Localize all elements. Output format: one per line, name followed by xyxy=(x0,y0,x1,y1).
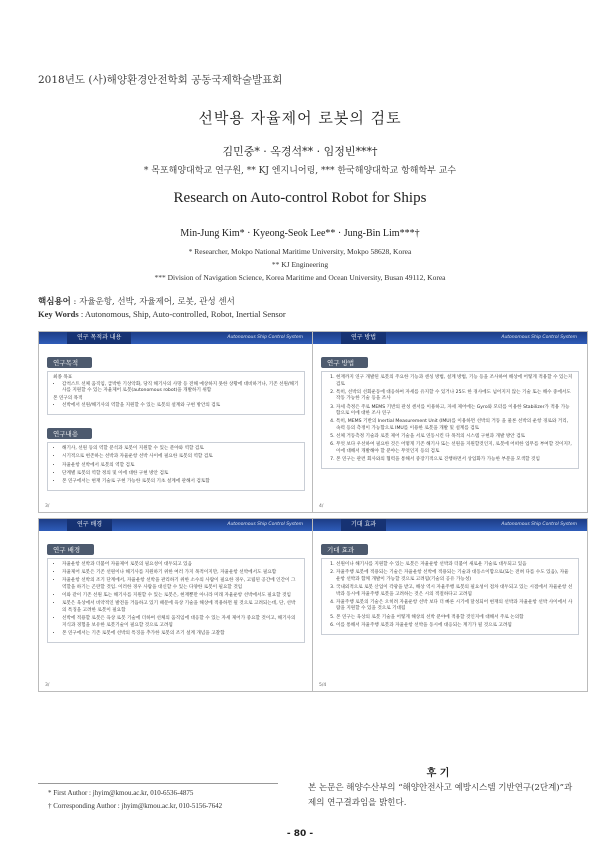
list-item: 최종 목표 xyxy=(53,375,73,380)
english-title: Research on Auto-control Robot for Ships xyxy=(173,190,427,206)
list-item: 7. 본 연구는 관련 회사와의 협력을 통해서 중장기적으로 진행하면서 상업화가 가능한 부분을 모색할 것임 xyxy=(336,457,573,464)
list-item: 4. 특히, MEMS 기반의 Inertial Measurement Unit (IMU)를 이용하면 선박의 거동 을 물론 선박의 운항 경로와 거리, 속력 등의 측정이 가능함으로 IMU를 이용한 로봇을 개발 및 설계를 검토 xyxy=(336,419,573,432)
section-heading: 연구 배경 xyxy=(47,544,94,555)
slide-research-background xyxy=(38,518,314,692)
list-item: 2. 자율주행 로봇에 적용되는 기술은 자율운항 선박에 적용되는 기술과 대동소이함으로(또는 전혀 다를 수도 있음), 자율운항 선박과 함께 개발이 가능할 것으로 고려됨(기술의 공유 가능성) xyxy=(336,570,573,583)
slide-subtitle: Autonomous Ship Control System xyxy=(501,522,577,527)
list-item: 3. 자세 측정은 주로 MEMS 기반의 관성 센서를 이용하고, 자세 제어에는 Gyro와 모터를 이용한 Stabilizer가 적용 가능함으로 이에 대한 조사 연구 xyxy=(336,405,573,418)
section-heading: 연구 방법 xyxy=(321,357,368,368)
list-item: • 단계별 로봇의 역할 정의 및 이에 대한 구현 방안 검토 xyxy=(62,471,299,478)
english-authors: Min-Jung Kim* · Kyeong-Seok Lee** · Jung-Bin Lim***† xyxy=(180,228,420,239)
slide-title-bar xyxy=(313,332,587,344)
list-item: • 해기사, 선원 등의 역할 분석과 로봇이 지원할 수 있는 분야와 역할 검토 xyxy=(62,446,299,453)
english-affiliation-3: *** Division of Navigation Science, Korea Maritime and Ocean University, Busan 49112, Korea xyxy=(154,273,446,282)
list-item: 3. 국내외적으로 로봇 산업이 각광을 받고, 해상 역시 자율주행 로봇의 필요성이 점차 대두되고 있는 시점에서 자율운항 선박과 동시에 자율주행 로봇을 고려하는 것은 시의 적절하다고 고려됨 xyxy=(336,585,573,598)
list-item: • 감척스트 선체 움직임, 급박한 기상악화, 당직 해기사의 사망 등 전해 예상하지 못한 상황에 대비하거나, 기존 선원/해기사를 지원할 수 있는 자율제어 로봇(autonomous robot)을 개발하기 위함 xyxy=(62,382,299,395)
slide-title-bar xyxy=(39,332,313,344)
footnote-corresponding-author: † Corresponding Author : jhyim@kmou.ac.kr, 010-5156-7642 xyxy=(48,802,223,810)
list-item: 2. 특히, 선박의 선회운동에 대응하여 자세를 유지할 수 있거나 25도 한 경사에도 넘어지지 않는 기술 또는 해수 중에서도 작동 가능한 기술 등을 조사 xyxy=(336,390,573,403)
acknowledgement-text: 본 논문은 해양수산부의 “해양안전사고 예방시스템 기반연구(2단계)”과제의 연구결과임을 밝힌다. xyxy=(308,783,573,808)
list-item: 4. 자율주행 로봇의 기술은 오히려 자율운항 선박 보다 더 빠른 시기에 달성되어 현재의 선박과 자율운항 선박 사이에서 사람을 지원할 수 있을 것으로 기대됨 xyxy=(336,600,573,613)
list-item: • 자율운항 선박의 조기 단계에서, 자율운항 선박을 관리하기 위한 소수의 사람이 필요한 경우, 고립된 공간에 인간이 그 역할을 하기는 곤란할 것임. 이러한 경우 사람을 대신할 수 있는 다양한 로봇이 필요할 것임 xyxy=(62,578,299,591)
slide-subtitle: Autonomous Ship Control System xyxy=(501,335,577,340)
slide-subtitle: Autonomous Ship Control System xyxy=(227,335,303,340)
list-item: • 시기적으로 현존하는 선박과 자율운항 선박 사이에 필요한 로봇의 역할 검토 xyxy=(62,454,299,461)
list-item: • 본 연구에서는 기존 로봇에 선박의 특징을 추가한 로봇의 조기 설계 개념을 고찰함 xyxy=(62,631,299,638)
list-item: 1. 선원이나 해기사를 지원할 수 있는 로봇은 자율운항 선박과 더불어 새로운 기술로 대두되고 있음 xyxy=(336,562,573,569)
english-keywords-text: : Autonomous, Ship, Auto-controlled, Robot, Inertial Sensor xyxy=(78,309,286,319)
slide-page-number: 5/4 xyxy=(319,683,327,688)
list-item: • 자율제어 로봇은 기존 선원이나 해기사를 지원하기 위한 여러 가지 목적이지만, 자율운항 선박에서도 필요함 xyxy=(62,570,299,577)
footnote-first-author: * First Author : jhyim@kmou.ac.kr, 010-6536-4875 xyxy=(48,789,194,797)
list-item: 1. 현재까지 연구 개발된 로봇의 주요한 기능과 센싱 방법, 설계 방법, 기능 등을 조사하여 해상에 어떻게 적용할 수 있는지 검토 xyxy=(336,375,573,388)
english-affiliation-2: ** KJ Engineering xyxy=(271,260,329,269)
list-item: • 선박에서 선원/해기사의 역할을 지원할 수 있는 로봇의 설계와 구현 방안의 검토 xyxy=(62,403,299,410)
korean-keywords-text: : 자율운항, 선박, 자율제어, 로봇, 관성 센서 xyxy=(70,297,235,307)
slide-section xyxy=(321,350,579,469)
list-item: • 본 연구에서는 현재 기술로 구현 가능한 로봇의 기초 설계에 관해서 검토함 xyxy=(62,479,299,486)
conference-header: 2018년도 (사)해양환경안전학회 공동국제학술발표회 xyxy=(38,74,283,86)
list-item: 6. 이를 통해서 자율주행 로봇과 자율운항 선박을 동시에 대응되는 계기가 될 것으로 고려됨 xyxy=(336,623,573,630)
slide-section xyxy=(47,350,305,415)
section-heading: 연구목적 xyxy=(47,357,92,368)
section-heading: 연구내용 xyxy=(47,428,92,439)
korean-affiliations: * 목포해양대학교 연구원, ** KJ 엔지니어링, *** 한국해양대학교 항해학부 교수 xyxy=(143,166,457,176)
footnote-divider xyxy=(38,783,278,784)
slide-expected-effects xyxy=(312,518,588,692)
list-item: • 자율운항 선박에서 로봇의 역할 검토 xyxy=(62,463,299,470)
list-item: • 자율운항 선박과 더불어 자율제어 로봇의 필요성이 대두되고 있음 xyxy=(62,562,299,569)
section-heading: 기대 효과 xyxy=(321,544,368,555)
slide-page-number: 4/ xyxy=(319,504,324,509)
slide-page-number: 3/ xyxy=(45,504,50,509)
slide-section xyxy=(47,421,305,491)
section-body xyxy=(47,442,305,491)
slide-tab: 연구 방법 xyxy=(341,332,386,344)
slide-page-number: 3/ xyxy=(45,683,50,688)
list-item: 본 연구의 목적 xyxy=(53,396,83,402)
acknowledgement-title: 후 기 xyxy=(426,768,450,779)
korean-keywords xyxy=(38,295,235,307)
korean-keywords-label: 핵심용어 xyxy=(38,297,71,307)
slide-research-method xyxy=(312,331,588,513)
english-keywords xyxy=(38,309,286,319)
section-body xyxy=(47,558,305,643)
list-item: 5. 선체 거동측정 기술과 로봇 제어 기술을 서로 연동시킨 다 목적의 시스템 구현과 개발 방안 검토 xyxy=(336,434,573,441)
korean-authors: 김민중* · 옥경석** · 임정빈***† xyxy=(222,145,378,158)
list-item: 6. 무엇 보다 우선하여 필요한 것은 어떻게 기존 해기사 또는 선원을 지원할것인지, 로봇에 어떠한 업무를 부여할 것이지?, 이에 대해서 개발해야 할 분야는 무엇인지 등의 검토 xyxy=(336,442,573,455)
list-item: • 선박에 적용할 로봇은 육상 로봇 기술에 더하여 선체의 움직임에 대응할 수 있는 자세 제어가 중요할 것이고, 해기사의 지식과 경험을 보유한 로봇기술이 필요할 것으로 고려됨 xyxy=(62,616,299,629)
section-body xyxy=(321,371,579,469)
korean-title: 선박용 자율제어 로봇의 검토 xyxy=(198,109,402,127)
slide-title-bar xyxy=(39,519,313,531)
slide-section xyxy=(47,537,305,643)
slide-tab: 기대 효과 xyxy=(341,519,386,531)
slide-title-bar xyxy=(313,519,587,531)
english-keywords-label: Key Words xyxy=(38,309,79,319)
list-item: 5. 본 연구는 육상의 로봇 기술을 어떻게 해상의 선박 분야에 적용할 것인지에 대해서 주로 논의함 xyxy=(336,615,573,622)
slide-research-purpose xyxy=(38,331,314,513)
english-affiliation-1: * Researcher, Mokpo National Maritime University, Mokpo 58628, Korea xyxy=(188,247,412,256)
section-body xyxy=(321,558,579,635)
slide-tab: 연구 배경 xyxy=(67,519,112,531)
section-body xyxy=(47,371,305,415)
page-number: - 80 - xyxy=(286,829,314,839)
list-item: • 로봇은 육상에서 비약적인 발전을 거듭하고 있기 때문에 육상 기술을 해상에 적용하면 될 것으로 고려되는데, 단, 선박의 특징을 고려한 로봇이 필요함 xyxy=(62,601,299,614)
slide-section xyxy=(321,537,579,635)
list-item: • 이와 같이 기존 선원 또는 해기사를 지원할 수 있는 로봇은, 현재뿐만 아니라 미래 자율운항 선박에서도 필요할 것임 xyxy=(62,593,299,600)
slide-subtitle: Autonomous Ship Control System xyxy=(227,522,303,527)
slide-tab: 연구 목적과 내용 xyxy=(67,332,131,344)
